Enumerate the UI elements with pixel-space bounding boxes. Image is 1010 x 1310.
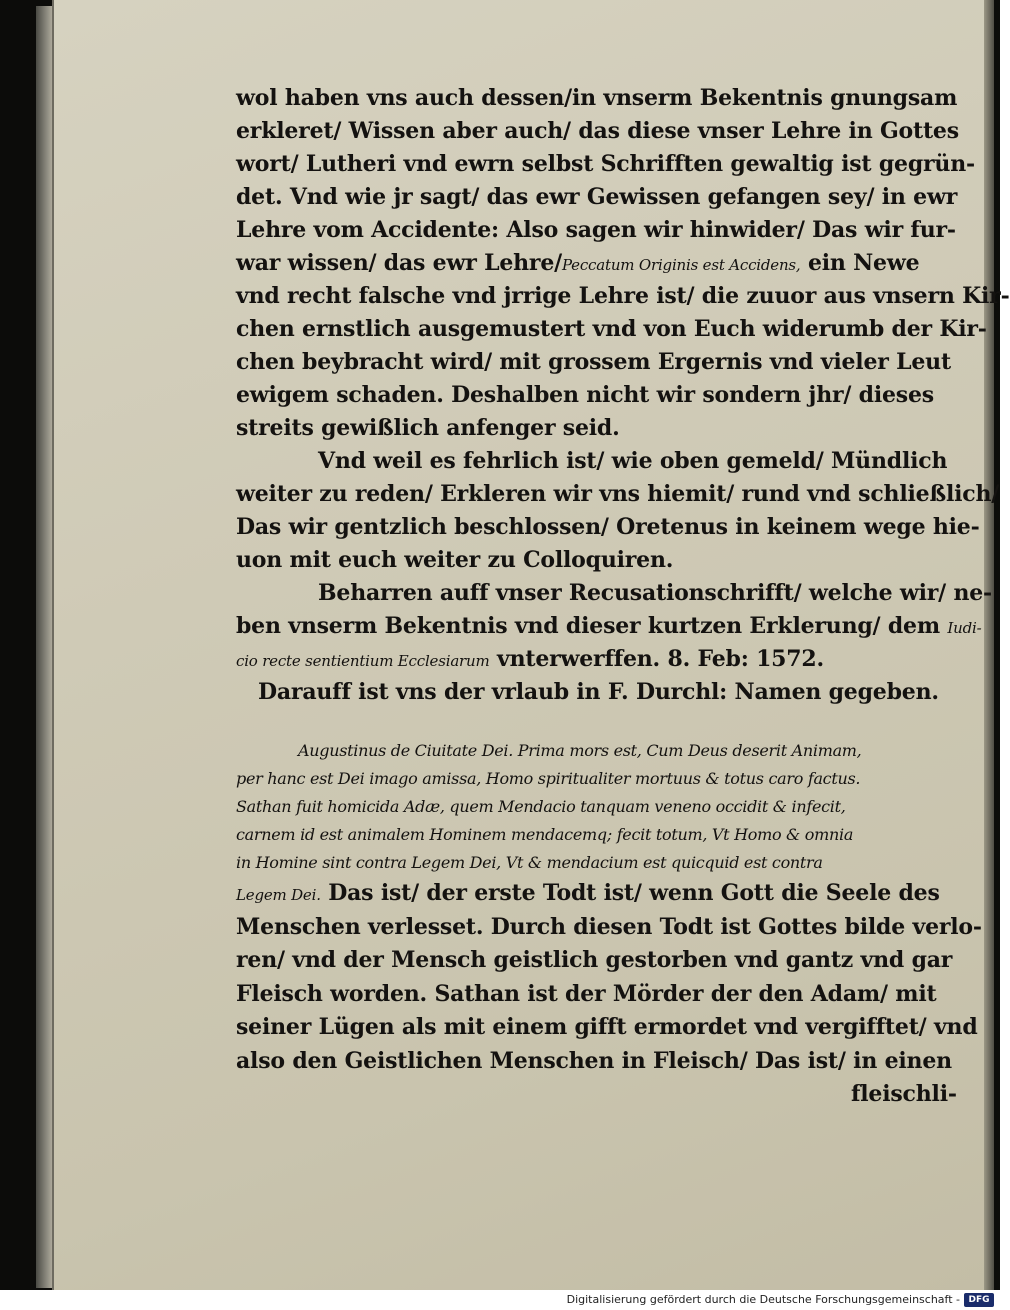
page-text bbox=[186, 82, 1010, 1107]
note-line: also den Geistlichen Menschen in Fleisch/ Das ist/ in einen bbox=[236, 1047, 952, 1074]
paragraph-start-line: Vnd weil es fehrlich ist/ wie oben gemeld/ Mündlich bbox=[318, 448, 948, 474]
note-line: carnem id est animalem Hominem mendacemq; fecit totum, Vt Homo & omnia bbox=[236, 825, 854, 844]
text-fragment: ein Newe bbox=[800, 250, 920, 276]
text-line: det. Vnd wie jr sagt/ das ewr Gewissen gefangen sey/ in ewr bbox=[236, 184, 958, 210]
note-line: Menschen verlesset. Durch diesen Todt ist Gottes bilde verlo- bbox=[236, 913, 982, 940]
latin-phrase: Legem Dei. bbox=[236, 886, 321, 904]
digitization-credit: Digitalisierung gefördert durch die Deutsche Forschungsgemeinschaft - bbox=[566, 1293, 960, 1306]
text-line-with-latin bbox=[186, 610, 982, 643]
note-line: seiner Lügen als mit einem gifft ermordet vnd vergifftet/ vnd bbox=[236, 1014, 978, 1040]
text-line: erkleret/ Wissen aber auch/ das diese vnser Lehre in Gottes bbox=[236, 118, 959, 144]
text-fragment: Das ist/ der erste Todt ist/ wenn Gott die Seele des bbox=[320, 880, 940, 906]
note-line: in Homine sint contra Legem Dei, Vt & mendacium est quicquid est contra bbox=[236, 853, 823, 872]
note-line: Sathan fuit homicida Adæ, quem Mendacio tanquam veneno occidit & infecit, bbox=[236, 797, 846, 816]
text-line: vnd recht falsche vnd jrrige Lehre ist/ die zuuor aus vnsern Kir- bbox=[236, 283, 1010, 309]
catchword: fleischli- bbox=[851, 1081, 957, 1107]
marginal-note bbox=[186, 737, 982, 1112]
note-line: Fleisch worden. Sathan ist der Mörder der den Adam/ mit bbox=[236, 980, 937, 1007]
paragraph-start-line: Beharren auff vnser Recusationschrifft/ welche wir/ ne- bbox=[318, 580, 992, 606]
text-line-with-latin bbox=[186, 247, 961, 280]
page-right-edge bbox=[984, 0, 994, 1290]
text-line: streits gewißlich anfenger seid. bbox=[236, 415, 620, 441]
latin-phrase: Peccatum Originis est Accidens, bbox=[561, 256, 801, 274]
text-line: Das wir gentzlich beschlossen/ Oretenus in keinem wege hie- bbox=[236, 514, 980, 540]
text-fragment: vnterwerffen. 8. Feb: 1572. bbox=[496, 646, 824, 672]
text-line: Lehre vom Accidente: Also sagen wir hinwider/ Das wir fur- bbox=[236, 217, 956, 243]
note-line: per hanc est Dei imago amissa, Homo spiritualiter mortuus & totus caro factus. bbox=[236, 769, 861, 788]
note-line: Augustinus de Ciuitate Dei. Prima mors est, Cum Deus deserit Animam, bbox=[298, 741, 862, 760]
note-line: ren/ vnd der Mensch geistlich gestorben vnd gantz vnd gar bbox=[236, 947, 953, 973]
dfg-logo: DFG bbox=[964, 1293, 994, 1307]
text-fragment: ben vnserm Bekentnis vnd dieser kurtzen Erklerung/ dem bbox=[236, 613, 940, 639]
text-line: ewigem schaden. Deshalben nicht wir sondern jhr/ dieses bbox=[236, 382, 934, 408]
main-text bbox=[186, 82, 1010, 709]
text-line: wort/ Lutheri vnd ewrn selbst Schrifften gewaltig ist gegrün- bbox=[236, 151, 975, 177]
text-line-with-latin bbox=[186, 643, 961, 676]
note-mixed-line bbox=[186, 877, 961, 911]
text-line: chen ernstlich ausgemustert vnd von Euch widerumb der Kir- bbox=[236, 316, 987, 342]
closing-line: Darauff ist vns der vrlaub in F. Durchl: Namen gegeben. bbox=[258, 679, 939, 705]
latin-phrase: cio recte sentientium Ecclesiarum bbox=[236, 652, 490, 670]
text-line: chen beybracht wird/ mit grossem Ergernis vnd vieler Leut bbox=[236, 349, 951, 375]
text-fragment: war wissen/ das ewr Lehre/ bbox=[236, 250, 562, 276]
text-line: weiter zu reden/ Erkleren wir vns hiemit/ rund vnd schließlich/ bbox=[236, 481, 1000, 507]
latin-phrase: Iudi- bbox=[947, 619, 982, 637]
text-line: wol haben vns auch dessen/in vnserm Bekentnis gnungsam bbox=[236, 85, 958, 111]
text-line: uon mit euch weiter zu Colloquiren. bbox=[236, 547, 674, 573]
